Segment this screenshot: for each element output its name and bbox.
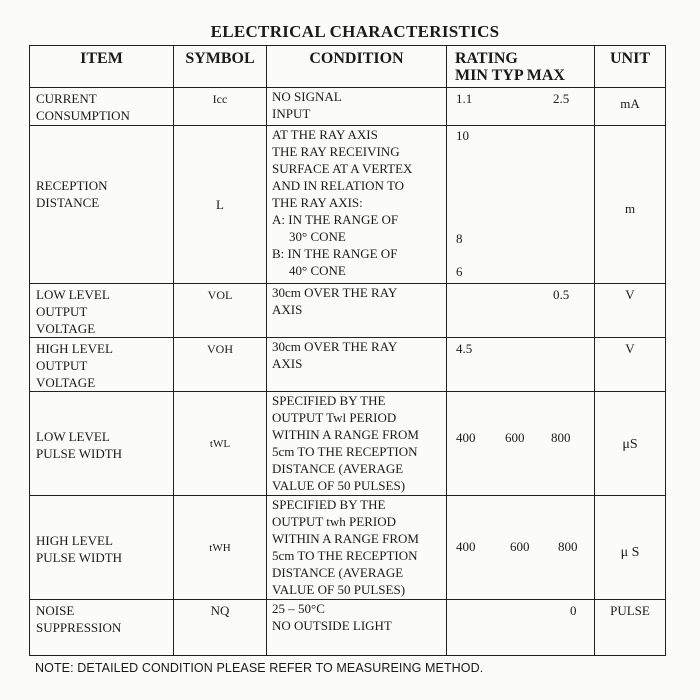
table-row: [30, 88, 666, 126]
rating-max: 0.5: [553, 287, 570, 302]
unit-cell: V: [595, 284, 666, 338]
item-cell: CURRENT CONSUMPTION: [30, 88, 174, 126]
condition-cell: 30cm OVER THE RAY AXIS: [267, 284, 447, 338]
header-condition: CONDITION: [267, 46, 447, 88]
symbol-cell: tWL: [174, 392, 267, 496]
item-cell: HIGH LEVEL OUTPUT VOLTAGE: [30, 338, 174, 392]
header-symbol: SYMBOL: [174, 46, 267, 88]
rating-cell: [447, 338, 595, 392]
rating-typ: 600: [510, 539, 530, 554]
table-row: [30, 284, 666, 338]
rating-min: 4.5: [456, 341, 473, 356]
condition-cell: NO SIGNAL INPUT: [267, 88, 447, 126]
unit-cell: m: [595, 126, 666, 284]
table-row: [30, 600, 666, 656]
symbol-cell: tWH: [174, 496, 267, 600]
rating-min: 10: [456, 128, 469, 143]
item-cell: NOISE SUPPRESSION: [30, 600, 174, 656]
item-cell: LOW LEVEL OUTPUT VOLTAGE: [30, 284, 174, 338]
rating-max: 0: [570, 603, 577, 618]
rating-max: 800: [558, 539, 578, 554]
rating-cell: [447, 600, 595, 656]
rating-cell: [447, 88, 595, 126]
header-item: ITEM: [30, 46, 174, 88]
symbol-cell: VOL: [174, 284, 267, 338]
rating-min: 400: [456, 430, 476, 445]
item-cell: LOW LEVEL PULSE WIDTH: [30, 392, 174, 496]
unit-cell: mA: [595, 88, 666, 126]
table-row: [30, 338, 666, 392]
header-rating-label: RATING: [455, 50, 518, 67]
condition-cell: SPECIFIED BY THE OUTPUT twh PERIOD WITHIN A RANGE FROM 5cm TO THE RECEPTION DISTANCE (AVERAGE VALUE OF 50 PULSES): [267, 496, 447, 600]
unit-cell: μ S: [595, 496, 666, 600]
symbol-cell: VOH: [174, 338, 267, 392]
page-title: ELECTRICAL CHARACTERISTICS: [210, 22, 500, 41]
condition-cell: SPECIFIED BY THE OUTPUT Twl PERIOD WITHIN A RANGE FROM 5cm TO THE RECEPTION DISTANCE (AVERAGE VALUE OF 50 PULSES): [267, 392, 447, 496]
condition-cell: 30cm OVER THE RAY AXIS: [267, 338, 447, 392]
condition-cell: AT THE RAY AXIS THE RAY RECEIVING SURFACE AT A VERTEX AND IN RELATION TO THE RAY AXIS: A: IN THE RANGE OF 30° CONE B: IN THE RANGE OF 40° CONE: [267, 126, 447, 284]
unit-cell: μS: [595, 392, 666, 496]
rating-cell: [447, 392, 595, 496]
rating-max: 2.5: [553, 91, 570, 106]
rating-cell: [447, 496, 595, 600]
condition-cell: 25 – 50°C NO OUTSIDE LIGHT: [267, 600, 447, 656]
electrical-characteristics-table: [29, 45, 666, 656]
header-rating-sub: MIN TYP MAX: [455, 67, 565, 84]
rating-typ: 600: [505, 430, 525, 445]
header-unit: UNIT: [595, 46, 666, 88]
footnote: NOTE: DETAILED CONDITION PLEASE REFER TO MEASUREING METHOD.: [35, 661, 484, 675]
unit-cell: PULSE: [595, 600, 666, 656]
unit-cell: V: [595, 338, 666, 392]
table-row: [30, 496, 666, 600]
item-cell: HIGH LEVEL PULSE WIDTH: [30, 496, 174, 600]
rating-cell: [447, 126, 595, 284]
table-row: [30, 392, 666, 496]
rating-max: 800: [551, 430, 571, 445]
rating-cell: [447, 284, 595, 338]
rating-min: 1.1: [456, 91, 473, 106]
rating-min: 6: [456, 264, 463, 279]
table-header-row: [30, 46, 666, 88]
table-row: [30, 126, 666, 284]
rating-min: 400: [456, 539, 476, 554]
rating-min: 8: [456, 231, 463, 246]
symbol-cell: Icc: [174, 88, 267, 126]
symbol-cell: NQ: [174, 600, 267, 656]
item-cell: RECEPTION DISTANCE: [30, 126, 174, 284]
symbol-cell: L: [174, 126, 267, 284]
header-rating: [447, 46, 595, 88]
